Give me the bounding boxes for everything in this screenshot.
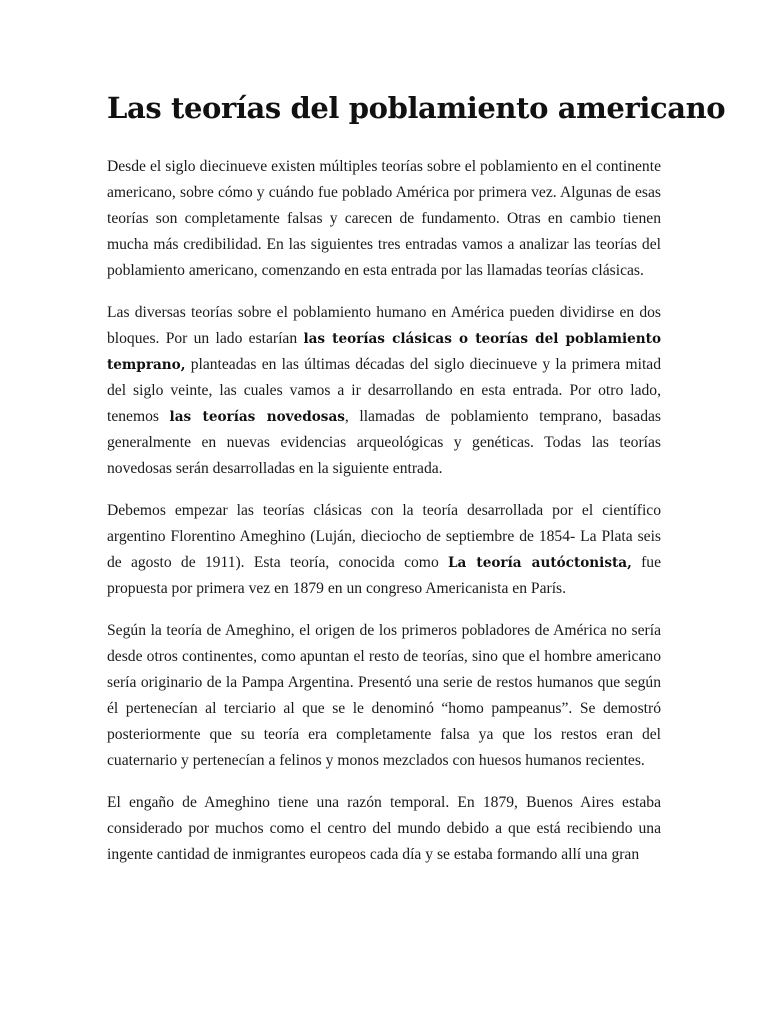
paragraph-3-text: Debemos empezar las teorías clásicas con la teoría desarrollada por el científico argentino Florentino Ameghino (Luján, dieciocho de septiembre de 1854- La Plata seis de agosto de 1911). Esta teoría, conocida como — [107, 502, 661, 571]
document-page — [107, 88, 726, 884]
paragraph-4: Según la teoría de Ameghino, el origen de los primeros pobladores de América no sería desde otros continentes, como apuntan el resto de teorías, sino que el hombre americano sería originario de la Pampa Argentina. Presentó una serie de restos humanos que según él pertenecían al terciario al que se le denominó “homo pampeanus”. Se demostró posteriormente que su teoría era completamente falsa ya que los restos eran del cuaternario y pertenecían a felinos y monos mezclados con huesos humanos recientes. — [107, 622, 661, 769]
paragraph-2 — [107, 300, 661, 482]
bold-classic-theories: las teorías clásicas o teorías del poblamiento temprano, — [107, 331, 662, 373]
bold-new-theories: las teorías novedosas — [169, 409, 345, 425]
page-title: Las teorías del poblamiento americano — [107, 91, 726, 125]
paragraph-1: Desde el siglo diecinueve existen múltiples teorías sobre el poblamiento en el continente americano, sobre cómo y cuándo fue poblado América por primera vez. Algunas de esas teorías son completamente falsas y carecen de fundamento. Otras en cambio tienen mucha más credibilidad. En las siguientes tres entradas vamos a analizar las teorías del poblamiento americano, comenzando en esta entrada por las llamadas teorías clásicas. — [107, 158, 661, 279]
paragraph-3 — [107, 498, 661, 602]
paragraph-5: El engaño de Ameghino tiene una razón temporal. En 1879, Buenos Aires estaba considerado por muchos como el centro del mundo debido a que está recibiendo una ingente cantidad de inmigrantes europeos cada día y se estaba formando allí una gran — [107, 794, 661, 863]
paragraph-2-text: , llamadas de poblamiento temprano, basadas generalmente en nuevas evidencias arqueológicas y genéticas. Todas las teorías novedosas serán desarrolladas en la siguiente entrada. — [107, 408, 661, 477]
paragraph-2-text: planteadas en las últimas décadas del siglo diecinueve y la primera mitad del siglo veinte, las cuales vamos a ir desarrollando en esta entrada. Por otro lado, tenemos — [107, 356, 661, 425]
bold-autochthonist-theory: La teoría autóctonista, — [447, 555, 632, 571]
paragraph-2-text: Las diversas teorías sobre el poblamiento humano en América pueden dividirse en dos bloques. Por un lado estarían — [107, 304, 661, 347]
paragraph-3-text: fue propuesta por primera vez en 1879 en un congreso Americanista en París. — [107, 554, 661, 597]
